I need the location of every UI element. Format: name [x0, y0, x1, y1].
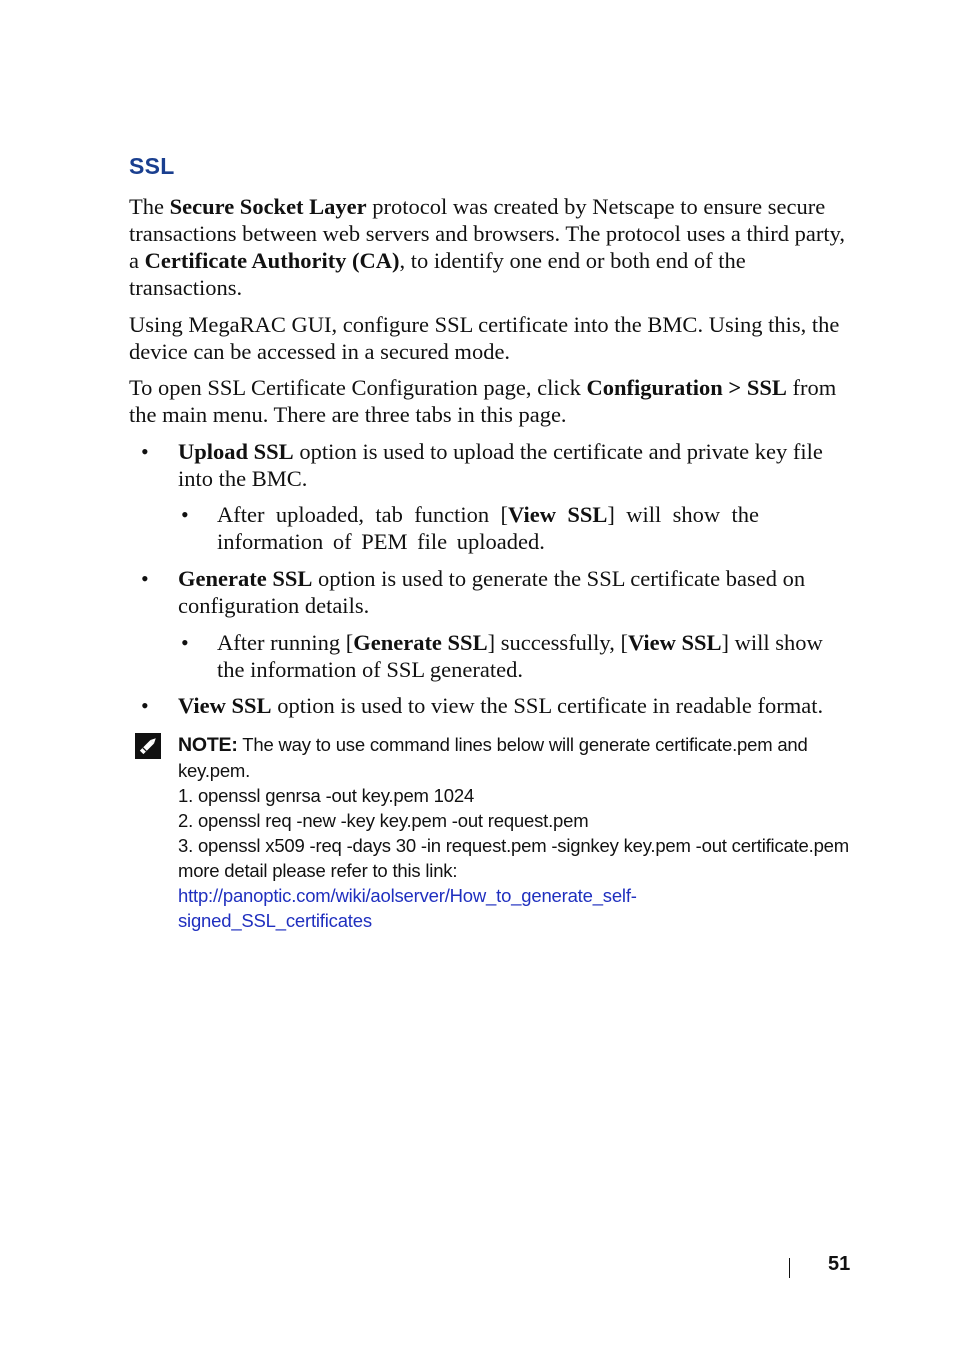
sub-bullet-generate — [217, 629, 854, 683]
text: ] successfully, [ — [487, 630, 628, 655]
note-label: NOTE: — [178, 734, 238, 756]
bullet-marker: • — [141, 439, 149, 464]
sub-bullet-upload-line2: information of PEM file uploaded. — [217, 529, 545, 554]
text: from the main menu. There are three tabs in this page. — [129, 375, 837, 427]
bullet-marker: • — [141, 566, 149, 591]
term-upload-ssl: Upload SSL — [178, 439, 294, 464]
text: To open SSL Certificate Configuration page, click — [129, 375, 587, 400]
text: After uploaded, tab function [ — [217, 502, 509, 527]
term-secure-socket-layer: Secure Socket Layer — [169, 194, 367, 219]
text: protocol was created by Netscape to ensure secure transactions between web servers and browsers. The protocol uses a third party, a — [129, 194, 846, 273]
note-intro — [178, 732, 858, 783]
bullet-view-ssl — [178, 692, 854, 719]
bullet-marker: • — [141, 693, 149, 718]
footer-divider — [789, 1258, 790, 1278]
reference-link-line2[interactable]: signed_SSL_certificates — [178, 910, 372, 931]
text: After running [ — [217, 630, 354, 655]
note-block — [178, 732, 858, 933]
command-1: 1. openssl genrsa -out key.pem 1024 — [178, 785, 475, 806]
text: option is used to upload the certificate and private key file into the BMC. — [178, 439, 823, 491]
bullet-generate-ssl — [178, 565, 854, 619]
page-number: 51 — [828, 1253, 851, 1275]
command-2: 2. openssl req -new -key key.pem -out request.pem — [178, 810, 589, 831]
open-page-paragraph — [129, 374, 854, 428]
sub-bullet-marker: • — [181, 502, 189, 527]
term-certificate-authority: Certificate Authority (CA) — [144, 248, 400, 273]
term-view-ssl: View SSL — [178, 693, 272, 718]
sub-bullet-marker: • — [181, 630, 189, 655]
text: The way to use command lines below will generate certificate.pem and key.pem. — [178, 734, 808, 781]
term-generate-ssl: Generate SSL — [178, 566, 313, 591]
text: ] will show the information of SSL generated. — [217, 630, 823, 682]
text: option is used to generate the SSL certificate based on configuration details. — [178, 566, 806, 618]
menu-path: Configuration > SSL — [586, 375, 787, 400]
command-3: 3. openssl x509 -req -days 30 -in request.pem -signkey key.pem -out certificate.pem — [178, 835, 849, 856]
sub-bullet-upload-line1 — [217, 501, 759, 528]
more-detail-text: more detail please refer to this link: — [178, 860, 458, 881]
text: The — [129, 194, 170, 219]
pencil-note-icon — [134, 732, 162, 760]
intro-paragraph — [129, 193, 854, 301]
term-view-ssl: View SSL — [508, 502, 608, 527]
term-generate-ssl: Generate SSL — [353, 630, 488, 655]
text: ] will show the — [607, 502, 759, 527]
text: , to identify one end or both end of the transactions. — [129, 248, 746, 300]
text: option is used to view the SSL certificate in readable format. — [271, 693, 824, 718]
bullet-upload-ssl — [178, 438, 854, 492]
megarac-paragraph: Using MegaRAC GUI, configure SSL certificate into the BMC. Using this, the device can be accessed in a secured mode. — [129, 312, 840, 364]
term-view-ssl: View SSL — [627, 630, 722, 655]
section-heading: SSL — [129, 153, 175, 179]
reference-link-line1[interactable]: http://panoptic.com/wiki/aolserver/How_to_generate_self- — [178, 885, 637, 906]
